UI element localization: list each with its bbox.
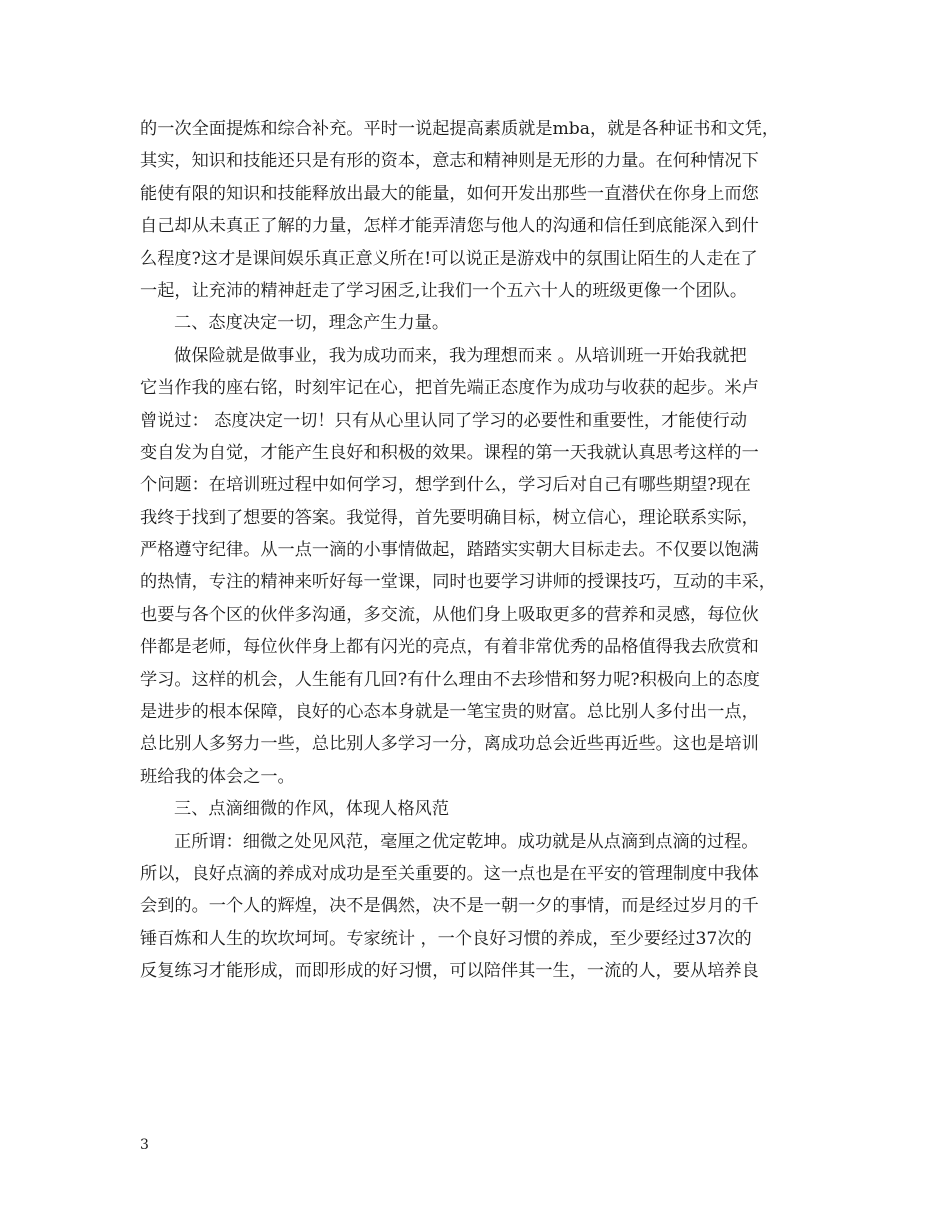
- text-line: 反复练习才能形成，而即形成的好习惯，可以陪伴其一生，一流的人，要从培养良: [140, 961, 759, 982]
- text-line: 锤百炼和人生的坎坎坷坷。专家统计 ，一个良好习惯的养成，至少要经过37次的: [140, 928, 752, 949]
- text-line: 也要与各个区的伙伴多沟通，多交流，从他们身上吸取更多的营养和灵感，每位伙: [140, 604, 759, 625]
- text-line: 总比别人多努力一些，总比别人多学习一分，离成功总会近些再近些。这也是培训: [140, 734, 759, 755]
- text-line: 是进步的根本保障，良好的心态本身就是一笔宝贵的财富。总比别人多付出一点，: [140, 702, 759, 723]
- text-line: 变自发为自觉，才能产生良好和积极的效果。课程的第一天我就认真思考这样的一: [140, 442, 759, 463]
- text-line: 的一次全面提炼和综合补充。平时一说起提高素质就是mba，就是各种证书和文凭，: [140, 119, 780, 139]
- text-line: 严格遵守纪律。从一点一滴的小事情做起，踏踏实实朝大目标走去。不仅要以饱满: [140, 540, 759, 561]
- text-line: 三、点滴细微的作风，体现人格风范: [174, 799, 450, 820]
- text-line: 么程度?这才是课间娱乐真正意义所在!可以说正是游戏中的氛围让陌生的人走在了: [140, 248, 758, 269]
- text-line: 能使有限的知识和技能释放出最大的能量，如何开发出那些一直潜伏在你身上而您: [140, 183, 759, 204]
- text-line: 自己却从未真正了解的力量，怎样才能弄清您与他人的沟通和信任到底能深入到什: [140, 216, 759, 237]
- text-line: 我终于找到了想要的答案。我觉得，首先要明确目标，树立信心，理论联系实际，: [140, 507, 759, 528]
- text-line: 伴都是老师，每位伙伴身上都有闪光的亮点，有着非常优秀的品格值得我去欣赏和: [140, 637, 759, 658]
- text-line: 它当作我的座右铭，时刻牢记在心，把首先端正态度作为成功与收获的起步。米卢: [140, 378, 759, 399]
- text-line: 做保险就是做事业，我为成功而来，我为理想而来 。从培训班一开始我就把: [174, 345, 747, 366]
- text-line: 学习。这样的机会，人生能有几回?有什么理由不去珍惜和努力呢?积极向上的态度: [140, 669, 760, 690]
- text-line: 会到的。一个人的辉煌，决不是偶然，决不是一朝一夕的事情，而是经过岁月的千: [140, 896, 759, 917]
- text-line: 曾说过： 态度决定一切！只有从心里认同了学习的必要性和重要性，才能使行动: [140, 410, 748, 431]
- text-line: 二、态度决定一切，理念产生力量。: [174, 313, 450, 334]
- text-line: 其实，知识和技能还只是有形的资本，意志和精神则是无形的力量。在何种情况下: [140, 151, 759, 172]
- text-line: 个问题：在培训班过程中如何学习，想学到什么，学习后对自己有哪些期望?现在: [140, 475, 751, 496]
- text-line: 的热情，专注的精神来听好每一堂课，同时也要学习讲师的授课技巧，互动的丰采，: [140, 572, 776, 593]
- text-line: 正所谓：细微之处见风范，毫厘之优定乾坤。成功就是从点滴到点滴的过程。: [174, 831, 759, 852]
- text-line: 一起，让充沛的精神赶走了学习困乏,让我们一个五六十人的班级更像一个团队。: [140, 280, 748, 301]
- page-number: 3: [140, 1137, 149, 1153]
- text-line: 班给我的体会之一。: [140, 766, 295, 787]
- document-body: [140, 113, 820, 988]
- text-line: 所以，良好点滴的养成对成功是至关重要的。这一点也是在平安的管理制度中我体: [140, 863, 759, 884]
